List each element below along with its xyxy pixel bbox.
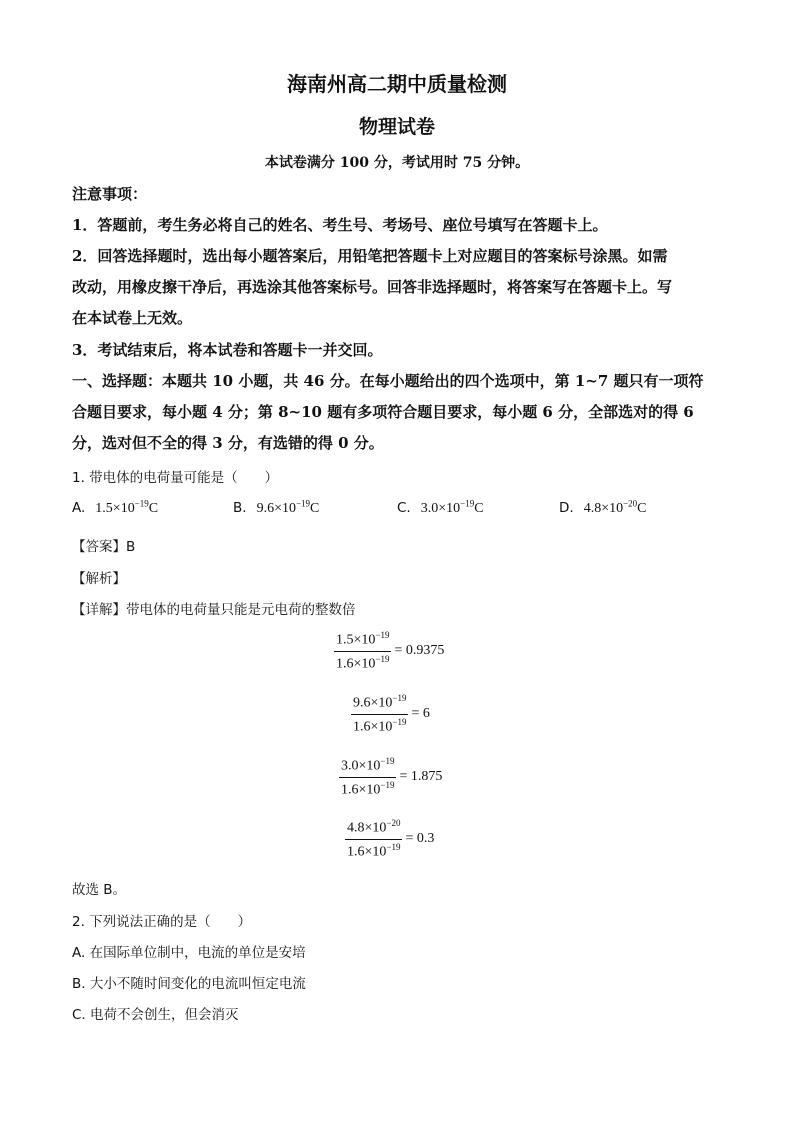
answer-label: 【答案】B: [72, 539, 136, 555]
question-2-option-a: A. 在国际单位制中，电流的单位是安培: [72, 945, 306, 961]
instruction-item-2-line-3: 在本试卷上无效。: [72, 309, 193, 327]
instructions-heading: 注意事项：: [72, 185, 148, 203]
option-value: [256, 498, 320, 516]
question-1-stem: 1. 带电体的电荷量可能是（ ）: [72, 470, 279, 486]
option-value: [420, 498, 484, 516]
denominator-exponent: −19: [380, 779, 395, 790]
option-value: [583, 498, 647, 516]
numerator: [351, 693, 408, 715]
option-b: [233, 498, 319, 517]
question-2-option-c: C. 电荷不会创生，但会消灭: [72, 1007, 239, 1023]
conclusion-text: 故选 B。: [72, 882, 127, 898]
option-unit: C: [474, 500, 484, 516]
option-exponent: −19: [460, 498, 475, 508]
equation-result: = 0.3: [405, 831, 435, 847]
option-exponent: −19: [295, 498, 311, 508]
denominator-exponent: −19: [375, 653, 390, 664]
option-unit: C: [148, 500, 159, 516]
denominator-mantissa: 1.6×10: [341, 782, 381, 798]
equation-1: [334, 630, 444, 680]
instruction-item-2-line-1: 2．回答选择题时，选出每小题答案后，用铅笔把答题卡上对应题目的答案标号涂黑。如需: [72, 247, 668, 265]
numerator-mantissa: 4.8×10: [347, 820, 387, 836]
numerator-mantissa: 3.0×10: [341, 758, 381, 774]
equation-3: [339, 756, 442, 806]
equation-result: = 0.9375: [394, 643, 445, 659]
denominator-mantissa: 1.6×10: [353, 719, 393, 735]
equation-2: [351, 693, 430, 743]
equation-result: = 1.875: [399, 769, 443, 785]
option-a: [72, 498, 158, 517]
option-unit: C: [637, 500, 647, 516]
option-exponent: −20: [623, 498, 638, 508]
question-1-options: [72, 498, 722, 520]
numerator-exponent: −19: [375, 630, 390, 640]
instruction-item-1: 1．答题前，考生务必将自己的姓名、考生号、考场号、座位号填写在答题卡上。: [72, 216, 608, 234]
detail-text: 【详解】带电体的电荷量只能是元电荷的整数倍: [72, 602, 356, 618]
question-2-stem: 2. 下列说法正确的是（ ）: [72, 914, 252, 930]
numerator-exponent: −19: [380, 756, 395, 766]
exam-title: 海南州高二期中质量检测: [287, 72, 507, 96]
option-c: [397, 498, 484, 517]
option-label: C.: [397, 499, 411, 516]
instruction-item-3: 3．考试结束后，将本试卷和答题卡一并交回。: [72, 341, 383, 359]
fraction: [351, 693, 408, 735]
analysis-label: 【解析】: [72, 571, 126, 587]
option-exponent: −19: [134, 498, 149, 508]
section-1-line-1: 一、选择题：本题共 10 小题，共 46 分。在每小题给出的四个选项中，第 1~7 题只有一项符: [72, 372, 704, 390]
denominator: [351, 715, 408, 736]
option-mantissa: 4.8×10: [583, 500, 624, 516]
numerator-exponent: −20: [386, 818, 401, 828]
instruction-item-2-line-2: 改动，用橡皮擦干净后，再选涂其他答案标号。回答非选择题时，将答案写在答题卡上。写: [72, 278, 673, 296]
denominator: [334, 652, 391, 673]
option-mantissa: 3.0×10: [420, 500, 461, 516]
denominator-mantissa: 1.6×10: [336, 656, 376, 672]
section-1-line-2: 合题目要求，每小题 4 分；第 8~10 题有多项符合题目要求，每小题 6 分，全部选对的得 6: [72, 403, 694, 421]
option-unit: C: [310, 500, 320, 516]
numerator: [345, 818, 402, 840]
equation-result: = 6: [411, 706, 430, 722]
numerator-mantissa: 9.6×10: [353, 695, 393, 711]
option-d: [559, 498, 647, 517]
denominator: [339, 778, 396, 799]
question-2-option-b: B. 大小不随时间变化的电流叫恒定电流: [72, 976, 306, 992]
fraction: [334, 630, 391, 672]
fraction: [345, 818, 402, 860]
option-label: B.: [233, 499, 247, 516]
denominator-mantissa: 1.6×10: [347, 844, 387, 860]
fraction: [339, 756, 396, 798]
score-note: 本试卷满分 100 分，考试用时 75 分钟。: [264, 155, 530, 171]
numerator: [339, 756, 396, 778]
numerator-exponent: −19: [392, 693, 407, 703]
denominator-exponent: −19: [392, 716, 407, 727]
option-label: A.: [72, 499, 86, 516]
option-mantissa: 9.6×10: [256, 500, 296, 516]
option-mantissa: 1.5×10: [95, 500, 135, 516]
section-1-line-3: 分，选对但不全的得 3 分，有选错的得 0 分。: [72, 434, 384, 452]
numerator: [334, 630, 391, 652]
option-label: D.: [559, 499, 574, 516]
option-value: [95, 498, 159, 516]
denominator: [345, 840, 402, 861]
equation-4: [345, 818, 434, 868]
denominator-exponent: −19: [386, 841, 401, 852]
subject-title: 物理试卷: [358, 116, 435, 138]
numerator-mantissa: 1.5×10: [336, 632, 376, 648]
